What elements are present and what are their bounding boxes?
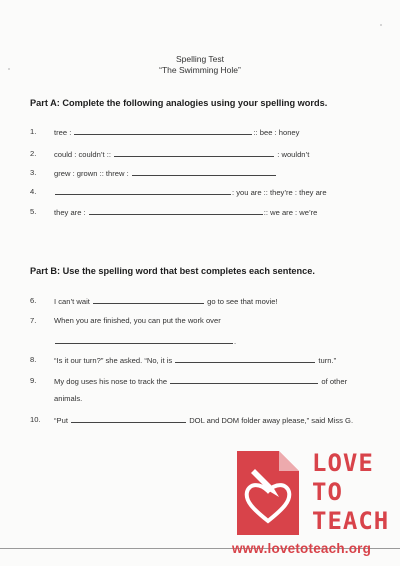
- logo-text-to: TO: [312, 478, 343, 506]
- part-b-heading: Part B: Use the spelling word that best completes each sentence.: [30, 266, 315, 276]
- test-subtitle: “The Swimming Hole”: [159, 65, 241, 75]
- answer-blank[interactable]: [175, 355, 315, 363]
- answer-blank[interactable]: [114, 149, 274, 157]
- question-text: I can’t wait: [54, 297, 90, 306]
- question-text-end: DOL and DOM folder away please,” said Miss G.: [189, 416, 354, 425]
- question-text: “Is it our turn?” she asked. “No, it is: [54, 356, 173, 365]
- question-text: they are :: [54, 208, 86, 217]
- question-number: 9.: [30, 376, 37, 385]
- scan-speck: [380, 24, 382, 26]
- question-text: When you are finished, you can put the work over: [54, 316, 221, 325]
- logo-text-love: LOVE: [312, 449, 374, 477]
- love-to-teach-logo-icon: [233, 447, 303, 539]
- question-text: animals.: [54, 394, 83, 403]
- question-number: 6.: [30, 296, 37, 305]
- question-text-end: : you are :: they’re : they are: [232, 188, 327, 197]
- question-text: My dog uses his nose to track the: [54, 377, 168, 386]
- question-number: 1.: [30, 127, 37, 136]
- question-number: 8.: [30, 355, 37, 364]
- answer-blank[interactable]: [89, 207, 263, 215]
- website-url[interactable]: www.lovetoteach.org: [232, 541, 372, 556]
- question-number: 3.: [30, 168, 37, 177]
- part-a-heading: Part A: Complete the following analogies using your spelling words.: [30, 98, 328, 108]
- question-text: grew : grown :: threw :: [54, 169, 129, 178]
- question-text: “Put: [54, 416, 68, 425]
- question-text-end: .: [234, 337, 237, 346]
- answer-blank[interactable]: [55, 187, 231, 195]
- question-text: could : couldn’t ::: [54, 150, 111, 159]
- question-number: 5.: [30, 207, 37, 216]
- question-text-end: :: bee : honey: [253, 128, 300, 137]
- test-title: Spelling Test: [175, 54, 225, 64]
- question-text-end: of other: [321, 377, 348, 386]
- question-number: 7.: [30, 316, 37, 325]
- answer-blank[interactable]: [170, 376, 318, 384]
- answer-blank[interactable]: [93, 296, 204, 304]
- logo-text-teach: TEACH: [312, 507, 390, 535]
- answer-blank[interactable]: [71, 415, 186, 423]
- question-text-end: : wouldn’t: [277, 150, 310, 159]
- answer-blank[interactable]: [55, 336, 233, 344]
- question-text-end: go to see that movie!: [207, 297, 278, 306]
- answer-blank[interactable]: [74, 127, 252, 135]
- question-number: 10.: [30, 415, 41, 424]
- question-text-end: :: we are : we’re: [263, 208, 318, 217]
- question-text: tree :: [54, 128, 72, 137]
- answer-blank[interactable]: [132, 168, 276, 176]
- question-text-end: turn.”: [318, 356, 337, 365]
- question-number: 2.: [30, 149, 37, 158]
- question-number: 4.: [30, 187, 37, 196]
